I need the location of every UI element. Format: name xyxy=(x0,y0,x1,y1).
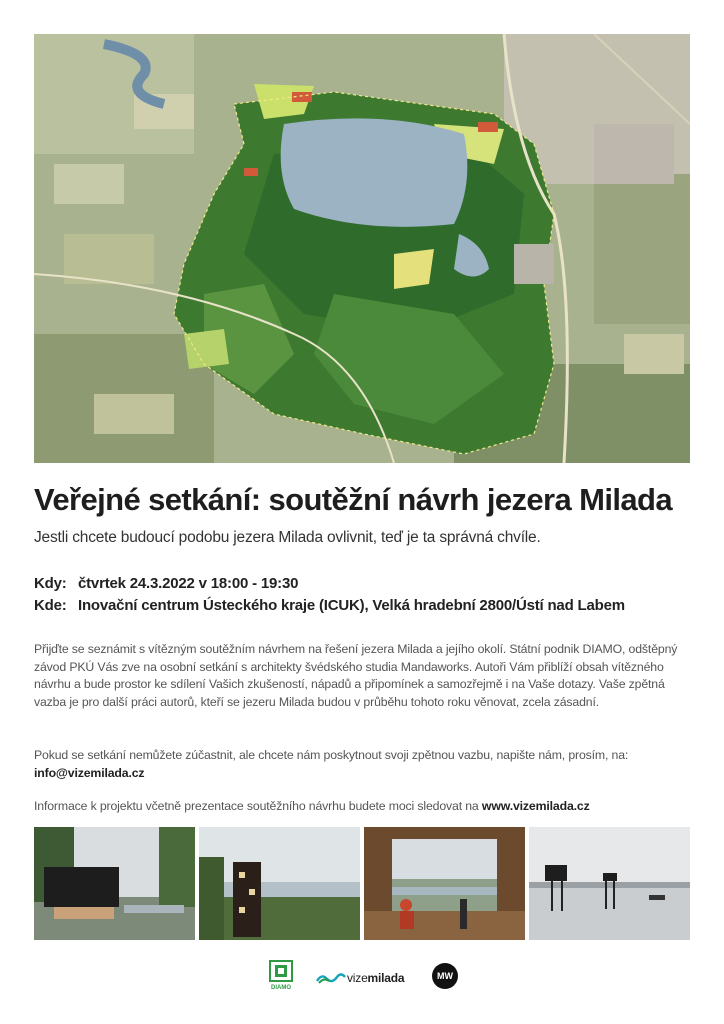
page-title: Veřejné setkání: soutěžní návrh jezera Milada xyxy=(34,482,673,517)
tower-photo-icon xyxy=(199,827,360,940)
contact-text: Pokud se setkání nemůžete zúčastnit, ale chcete nám poskytnout svoji zpětnou vazbu, napište nám, prosím, na: xyxy=(34,748,629,762)
vize-prefix: vize xyxy=(347,971,368,985)
photo-tower xyxy=(199,827,360,940)
when-label: Kdy: xyxy=(34,575,67,592)
pavilion-photo-icon xyxy=(34,827,195,940)
project-info xyxy=(34,799,690,813)
project-website-link[interactable]: www.vizemilada.cz xyxy=(481,799,590,813)
aerial-map-icon xyxy=(34,34,690,463)
hero-map-image xyxy=(34,34,690,463)
contact-block xyxy=(34,746,690,782)
diamo-logo-text: DIAMO xyxy=(271,985,291,990)
vizemilada-logo-text xyxy=(347,971,404,985)
contact-email-link[interactable]: info@vizemilada.cz xyxy=(34,766,145,780)
diamo-logo-icon xyxy=(268,960,294,990)
wave-icon xyxy=(316,971,346,985)
project-info-text: Informace k projektu včetně prezentace soutěžního návrhu budete moci sledovat na xyxy=(34,799,482,813)
milada-suffix: milada xyxy=(367,971,405,985)
invitation-paragraph: Přijďte se seznámit s vítězným soutěžním návrhem na řešení jezera Milada a jejího okolí. Státní podnik DIAMO, odštěpný závod PKÚ Vás zve na osobní setkání s architekty švédského studia Mandaworks. Autoři Vám přiblíží obsah vítězného návrhu a bude prostor ke sdílení Vašich zkušeností, nápadů a připomínek a samozřejmě i na Vaše dotazy. Vaše zpětná vazba je pro další práci autorů, kteří se jezeru Milada budou v průběhu tohoto roku věnovat, zcela zásadní. xyxy=(34,642,678,709)
event-when xyxy=(34,575,298,592)
photo-viewpoint xyxy=(364,827,525,940)
when-value: čtvrtek 24.3.2022 v 18:00 - 19:30 xyxy=(78,575,299,592)
vizemilada-logo xyxy=(316,966,404,990)
lake-objects-photo-icon xyxy=(529,827,690,940)
partner-logos xyxy=(0,960,724,996)
photo-strip xyxy=(34,827,690,940)
mandaworks-logo: MW xyxy=(432,963,458,989)
diamo-logo xyxy=(268,960,294,990)
where-label: Kde: xyxy=(34,597,67,614)
page-subtitle: Jestli chcete budoucí podobu jezera Milada ovlivnit, teď je ta správná chvíle. xyxy=(34,529,541,546)
photo-pavilion xyxy=(34,827,195,940)
photo-lake-objects xyxy=(529,827,690,940)
event-where xyxy=(34,597,625,614)
where-value: Inovační centrum Ústeckého kraje (ICUK), Velká hradební 2800/Ústí nad Labem xyxy=(78,597,625,614)
viewpoint-photo-icon xyxy=(364,827,525,940)
